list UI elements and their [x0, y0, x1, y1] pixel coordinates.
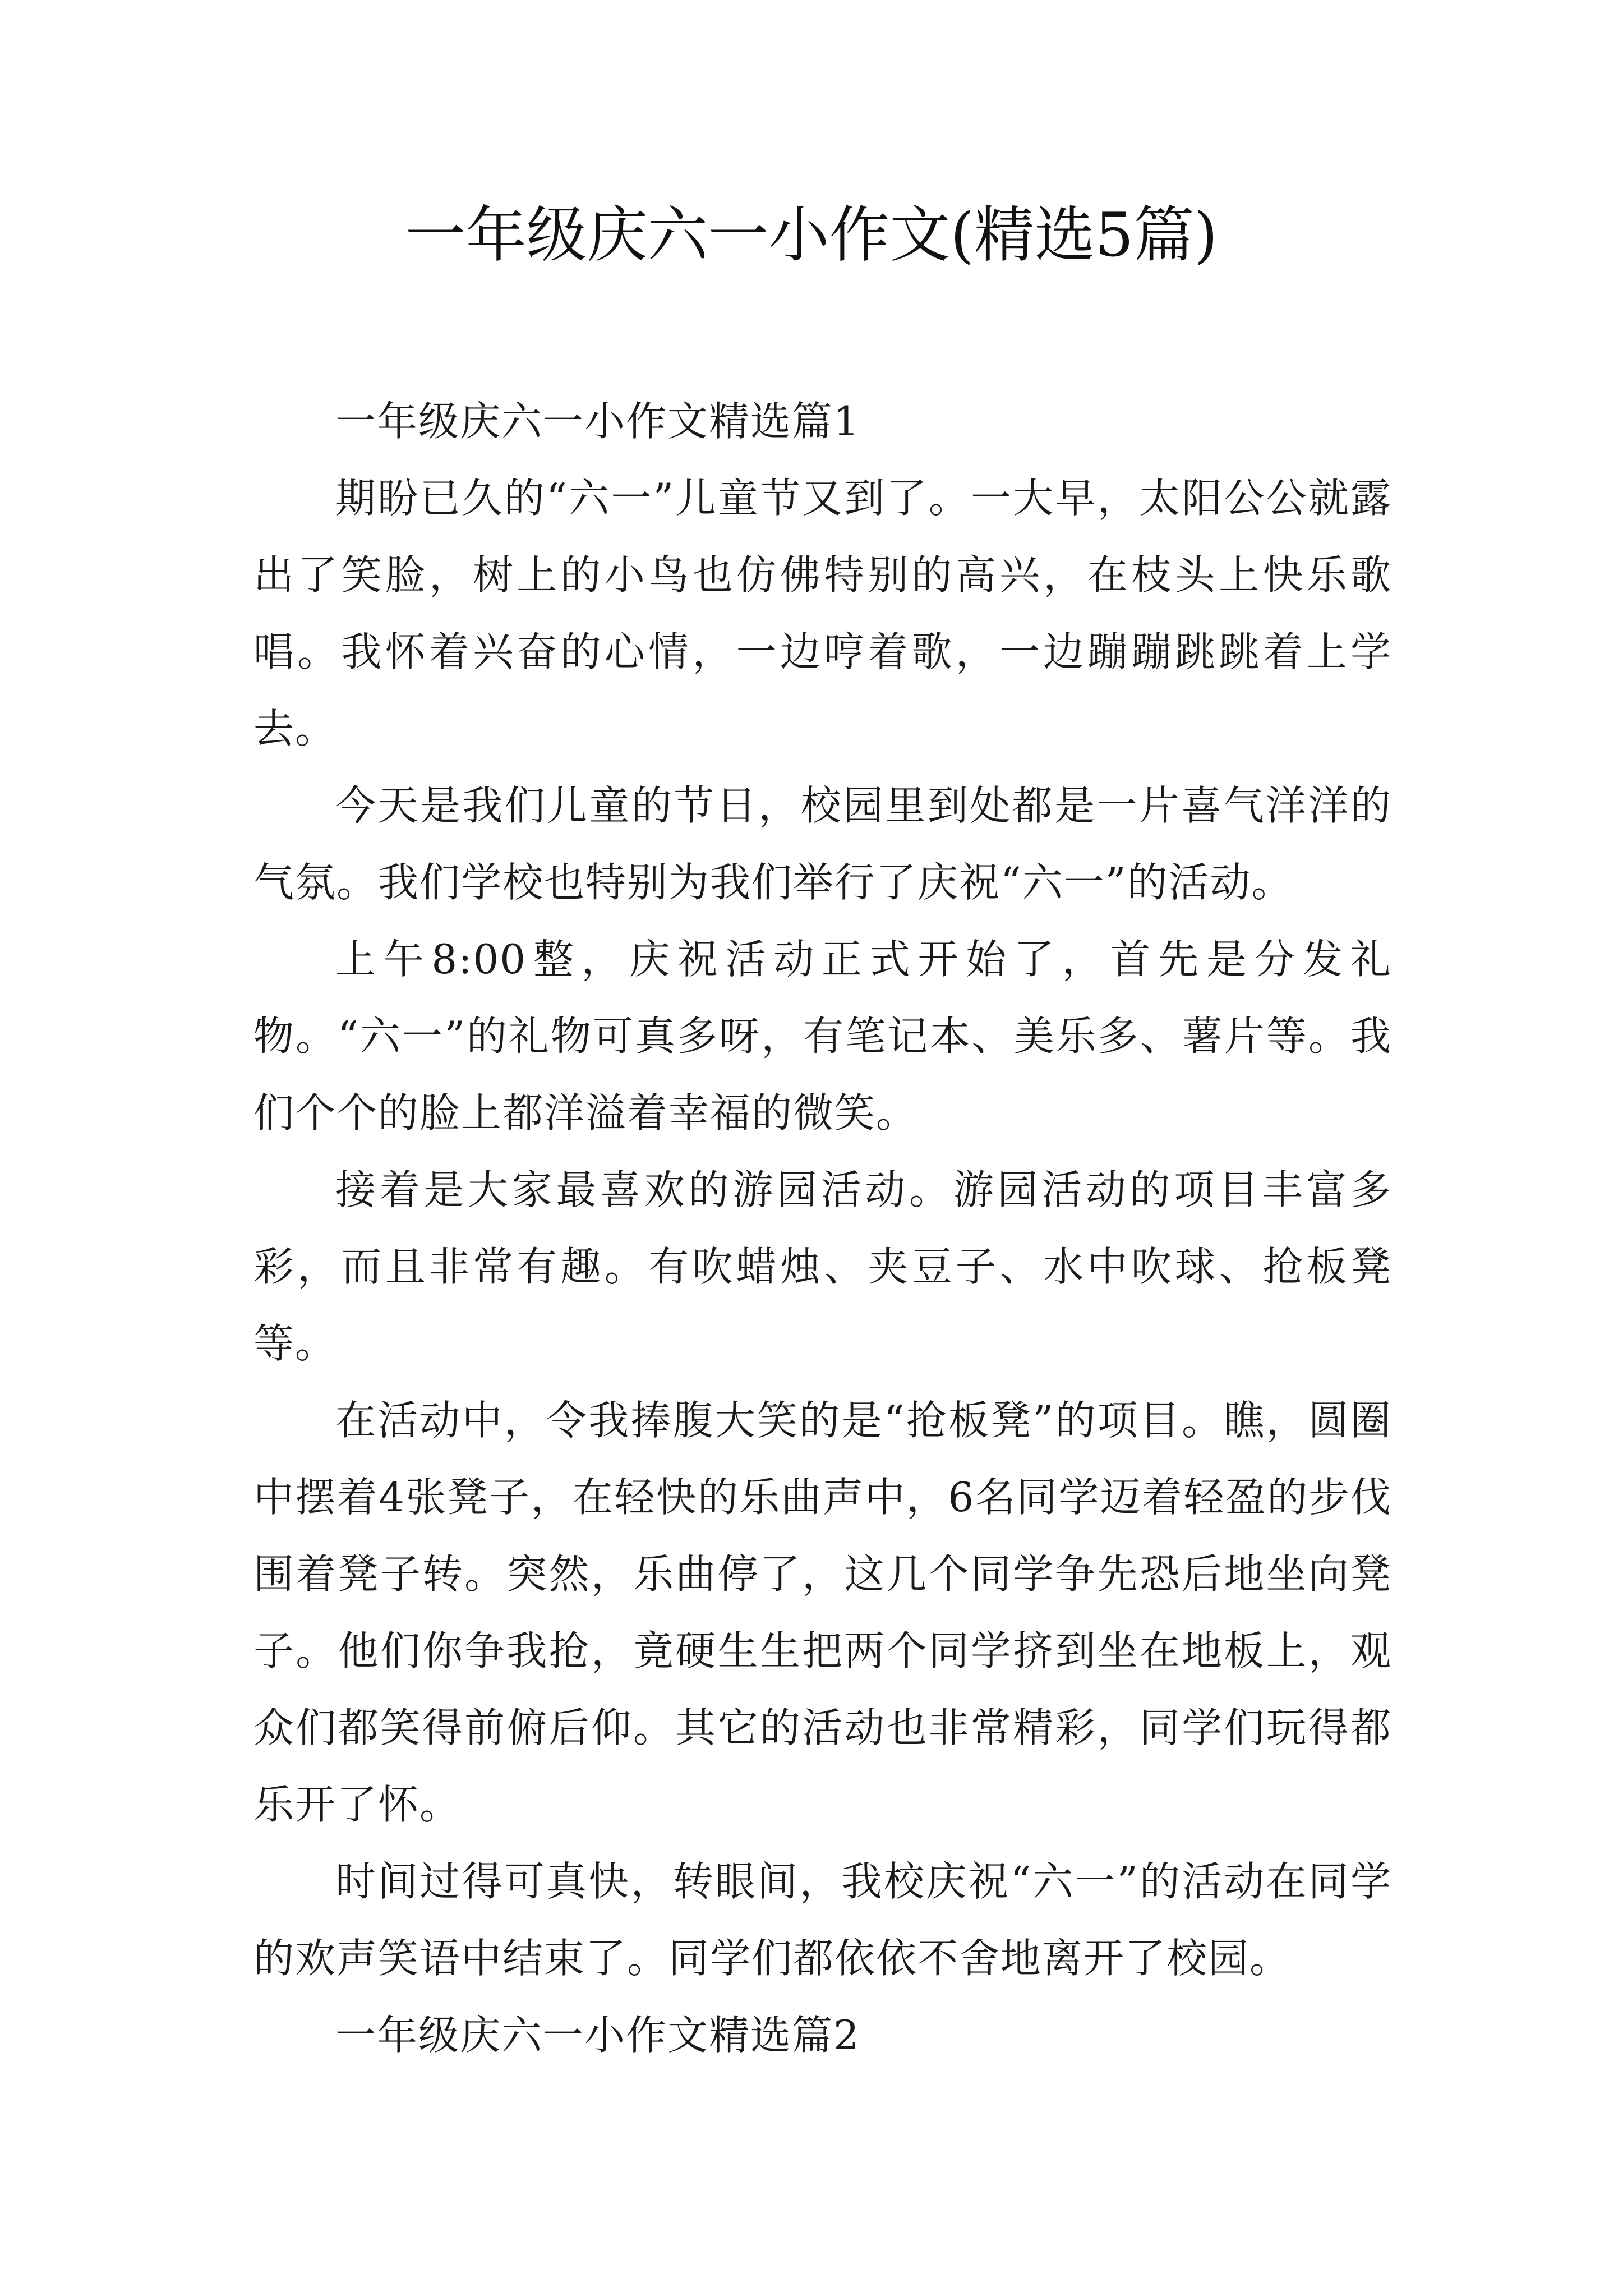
section-heading-1: 一年级庆六一小作文精选篇1	[335, 398, 860, 445]
paragraph: 在活动中，令我捧腹大笑的是“抢板凳”的项目。瞧，圆圈中摆着4张凳子，在轻快的乐曲声中，6名同学迈着轻盈的步伐围着凳子转。突然，乐曲停了，这几个同学争先恐后地坐向凳子。他们你争我抢，竟硬生生把两个同学挤到坐在地板上，观众们都笑得前俯后仰。其它的活动也非常精彩，同学们玩得都乐开了怀。	[253, 1397, 1392, 1828]
paragraph: 接着是大家最喜欢的游园活动。游园活动的项目丰富多彩，而且非常有趣。有吹蜡烛、夹豆子、水中吹球、抢板凳等。	[253, 1166, 1392, 1367]
paragraph: 今天是我们儿童的节日，校园里到处都是一片喜气洋洋的气氛。我们学校也特别为我们举行了庆祝“六一”的活动。	[253, 782, 1392, 906]
paragraph: 时间过得可真快，转眼间，我校庆祝“六一”的活动在同学的欢声笑语中结束了。同学们都依依不舍地离开了校园。	[253, 1858, 1392, 1982]
document-title: 一年级庆六一小作文(精选5篇)	[405, 200, 1218, 270]
document-body	[253, 383, 1392, 2074]
section-heading-2: 一年级庆六一小作文精选篇2	[335, 2012, 860, 2059]
paragraph: 期盼已久的“六一”儿童节又到了。一大早，太阳公公就露出了笑脸，树上的小鸟也仿佛特别的高兴，在枝头上快乐歌唱。我怀着兴奋的心情，一边哼着歌，一边蹦蹦跳跳着上学去。	[253, 475, 1392, 752]
paragraph: 上午8:00整，庆祝活动正式开始了，首先是分发礼物。“六一”的礼物可真多呀，有笔记本、美乐多、薯片等。我们个个的脸上都洋溢着幸福的微笑。	[253, 936, 1392, 1137]
